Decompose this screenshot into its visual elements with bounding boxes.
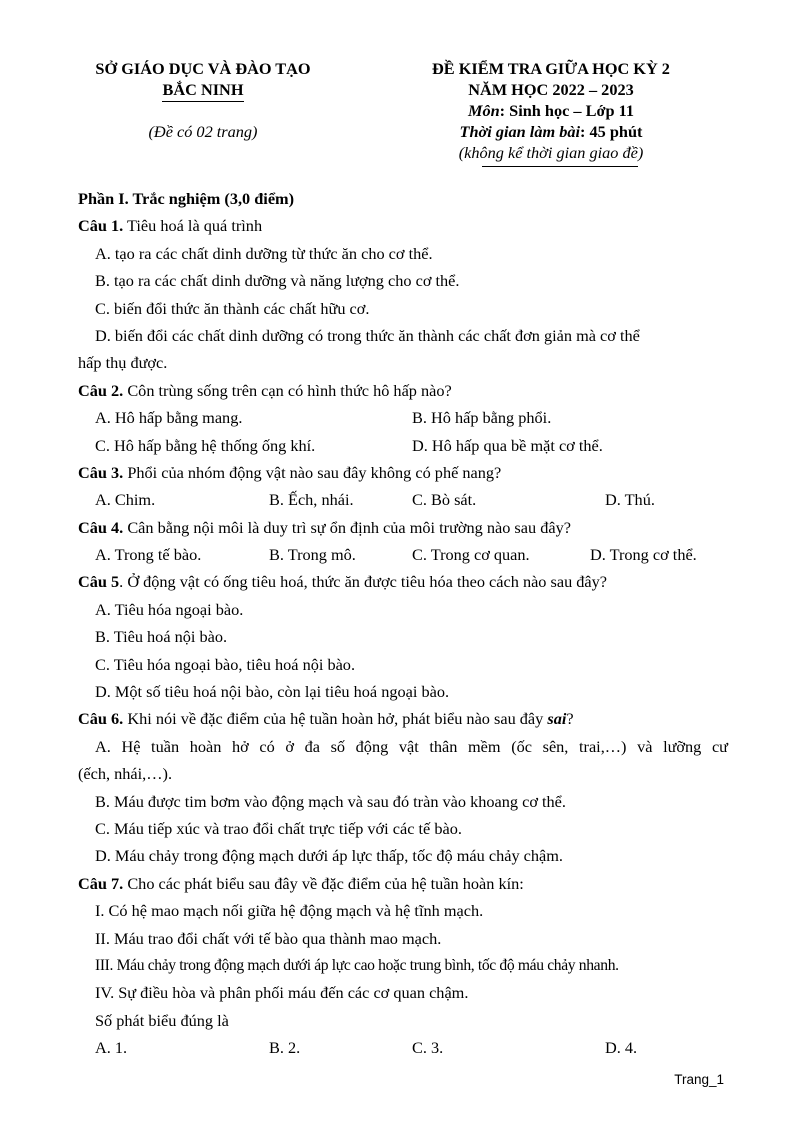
question-text: Tiêu hoá là quá trình — [123, 216, 263, 236]
header-left-underline — [162, 101, 244, 102]
option-b: B. Ếch, nhái. — [269, 490, 354, 510]
option-b: B. Trong mô. — [269, 545, 356, 565]
header-left — [78, 58, 328, 142]
option-d: D. biến đổi các chất dinh dưỡng có trong thức ăn thành các chất đơn giản mà cơ thể — [95, 325, 640, 345]
options-row — [78, 432, 728, 459]
option-d: D. Một số tiêu hoá nội bào, còn lại tiêu hoá ngoại bào. — [95, 682, 450, 702]
section-title: Phần I. Trắc nghiệm (3,0 điểm) — [78, 189, 295, 208]
question-label: Câu 1. — [78, 216, 124, 236]
option-c: C. Tiêu hóa ngoại bào, tiêu hoá nội bào. — [95, 654, 356, 674]
department-name: SỞ GIÁO DỤC VÀ ĐÀO TẠO — [95, 59, 311, 78]
time-note: (không kể thời gian giao đề) — [458, 143, 644, 162]
question-prompt: Số phát biểu đúng là — [95, 1010, 229, 1030]
subject-line — [398, 100, 704, 121]
question-7 — [78, 870, 728, 897]
option-d-continued: hấp thụ được. — [78, 353, 168, 373]
statement-1: I. Có hệ mao mạch nối giữa hệ động mạch và hệ tĩnh mạch. — [95, 901, 484, 921]
emphasis-word: sai — [547, 709, 567, 729]
time-label: Thời gian làm bài — [459, 122, 581, 141]
options-row — [78, 486, 728, 513]
question-text: Cho các phát biểu sau đây về đặc điểm của hệ tuần hoàn kín: — [123, 873, 524, 893]
question-1 — [78, 212, 728, 239]
header-right-underline — [482, 166, 638, 167]
option-d: D. Trong cơ thể. — [590, 545, 697, 565]
option-b: B. Tiêu hoá nội bào. — [95, 627, 228, 647]
option-a-continued: (ếch, nhái,…). — [78, 764, 173, 784]
question-3 — [78, 459, 728, 486]
statement-2: II. Máu trao đổi chất với tế bào qua thành mao mạch. — [95, 928, 442, 948]
option-a: A. tạo ra các chất dinh dưỡng từ thức ăn cho cơ thể. — [95, 243, 433, 263]
option-c: C. Hô hấp bằng hệ thống ống khí. — [95, 435, 316, 455]
option-b: B. 2. — [269, 1038, 301, 1058]
option-d: D. Máu chảy trong động mạch dưới áp lực thấp, tốc độ máu chảy chậm. — [95, 846, 563, 866]
time-value: : 45 phút — [580, 122, 643, 141]
question-label: Câu 2. — [78, 380, 124, 400]
question-text-end: ? — [566, 709, 574, 729]
question-text: Côn trùng sống trên cạn có hình thức hô hấp nào? — [123, 380, 452, 400]
question-label: Câu 4. — [78, 517, 124, 537]
question-text: Khi nói về đặc điểm của hệ tuần hoàn hở, phát biểu nào sau đây — [123, 709, 548, 729]
province-name: BẮC NINH — [162, 80, 244, 99]
option-a: A. Chim. — [95, 490, 156, 510]
statement-3: III. Máu chảy trong động mạch dưới áp lực cao hoặc trung bình, tốc độ máu chảy nhanh. — [95, 956, 619, 974]
option-a: A. Tiêu hóa ngoại bào. — [95, 599, 244, 619]
question-2 — [78, 377, 728, 404]
option-a: A. Trong tế bào. — [95, 545, 202, 565]
option-c: C. Máu tiếp xúc và trao đổi chất trực tiếp với các tế bào. — [95, 818, 462, 838]
question-label: Câu 6. — [78, 709, 124, 729]
option-c: C. biến đổi thức ăn thành các chất hữu cơ. — [95, 298, 370, 318]
option-b: B. Máu được tim bơm vào động mạch và sau đó tràn vào khoang cơ thể. — [95, 791, 566, 811]
options-row — [78, 1034, 728, 1061]
question-6 — [78, 705, 728, 732]
question-text: Phổi của nhóm động vật nào sau đây không có phế nang? — [123, 462, 502, 482]
pages-note: (Đề có 02 trang) — [148, 122, 258, 141]
option-a: A. Hệ tuần hoàn hở có ở đa số động vật thân mềm (ốc sên, trai,…) và lưỡng cư — [95, 736, 728, 756]
subject-value: : Sinh học – Lớp 11 — [499, 101, 635, 120]
option-d: D. Hô hấp qua bề mặt cơ thể. — [412, 435, 603, 455]
question-text: Cân bằng nội môi là duy trì sự ổn định của môi trường nào sau đây? — [123, 517, 571, 537]
statement-4: IV. Sự điều hòa và phân phối máu đến các cơ quan chậm. — [95, 983, 469, 1003]
subject-label: Môn — [467, 101, 500, 120]
option-d: D. 4. — [605, 1038, 638, 1058]
option-c: C. 3. — [412, 1038, 444, 1058]
options-row — [78, 404, 728, 431]
header-right — [398, 58, 704, 163]
question-5 — [78, 568, 728, 595]
question-4 — [78, 514, 728, 541]
option-c: C. Trong cơ quan. — [412, 545, 530, 565]
question-label: Câu 7. — [78, 873, 124, 893]
option-d: D. Thú. — [605, 490, 655, 510]
option-a: A. Hô hấp bằng mang. — [95, 408, 243, 428]
option-b: B. Hô hấp bằng phổi. — [412, 408, 552, 428]
question-label: Câu 3. — [78, 462, 124, 482]
question-label: Câu 5 — [78, 572, 120, 592]
option-c: C. Bò sát. — [412, 490, 477, 510]
page-number: Trang_1 — [674, 1072, 724, 1087]
school-year: NĂM HỌC 2022 – 2023 — [468, 80, 634, 99]
exam-content — [78, 185, 728, 1062]
exam-title: ĐỀ KIỂM TRA GIỮA HỌC KỲ 2 — [432, 59, 670, 78]
time-line — [398, 121, 704, 142]
options-row — [78, 541, 728, 568]
option-a: A. 1. — [95, 1038, 128, 1058]
option-b: B. tạo ra các chất dinh dưỡng và năng lượng cho cơ thể. — [95, 271, 460, 291]
question-text: . Ở động vật có ống tiêu hoá, thức ăn được tiêu hóa theo cách nào sau đây? — [119, 572, 608, 592]
